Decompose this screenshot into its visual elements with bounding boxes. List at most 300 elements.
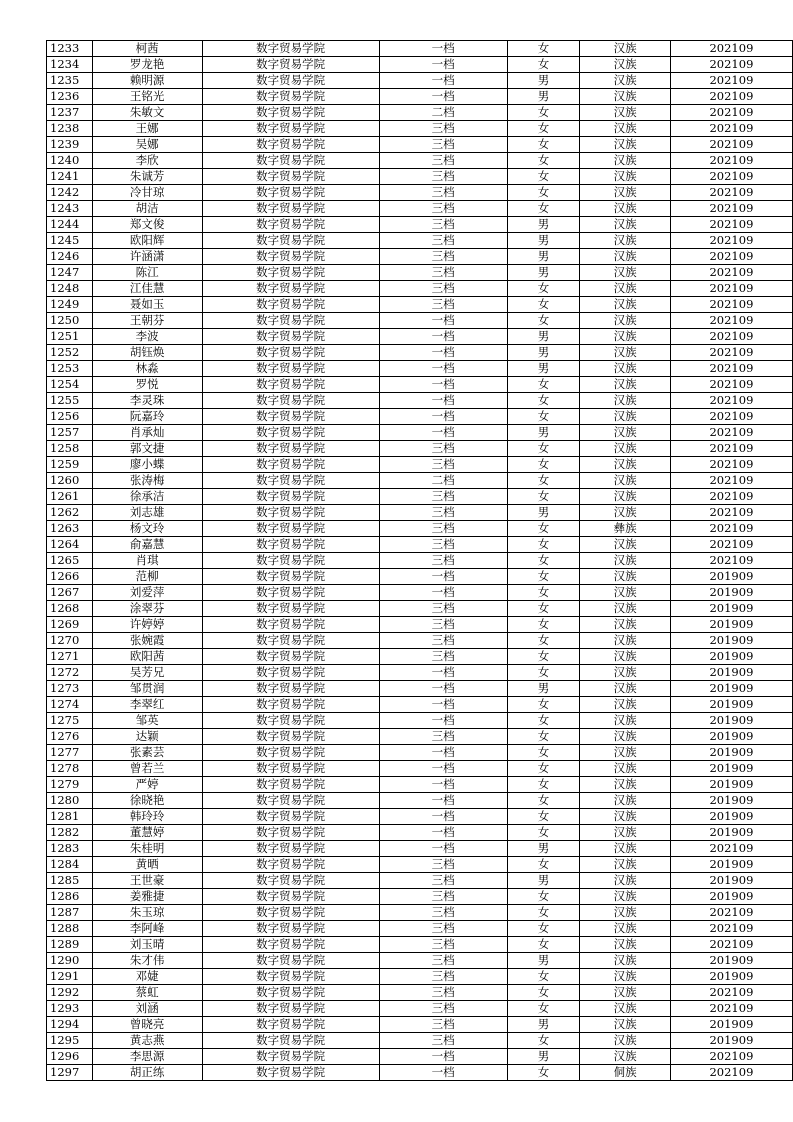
enrollment-cell: 201909 [670,889,792,905]
gender-cell: 女 [507,745,580,761]
ethnicity-cell: 汉族 [580,921,670,937]
ethnicity-cell: 彝族 [580,521,670,537]
college-cell: 数字贸易学院 [202,441,379,457]
enrollment-cell: 202109 [670,361,792,377]
college-cell: 数字贸易学院 [202,1049,379,1065]
ethnicity-cell: 汉族 [580,217,670,233]
college-cell: 数字贸易学院 [202,249,379,265]
aid-tier-cell: 三档 [379,921,507,937]
ethnicity-cell: 汉族 [580,425,670,441]
enrollment-cell: 202109 [670,1049,792,1065]
enrollment-cell: 201909 [670,857,792,873]
row-number-cell: 1273 [47,681,93,697]
table-row [47,713,793,729]
gender-cell: 女 [507,553,580,569]
enrollment-cell: 202109 [670,409,792,425]
ethnicity-cell: 汉族 [580,249,670,265]
student-name-cell: 范柳 [92,569,202,585]
gender-cell: 男 [507,249,580,265]
student-name-cell: 曾若兰 [92,761,202,777]
row-number-cell: 1241 [47,169,93,185]
table-row [47,889,793,905]
aid-tier-cell: 三档 [379,1017,507,1033]
college-cell: 数字贸易学院 [202,137,379,153]
aid-tier-cell: 一档 [379,409,507,425]
student-name-cell: 许涵潇 [92,249,202,265]
aid-tier-cell: 一档 [379,361,507,377]
row-number-cell: 1267 [47,585,93,601]
enrollment-cell: 202109 [670,921,792,937]
table-row [47,761,793,777]
enrollment-cell: 201909 [670,585,792,601]
college-cell: 数字贸易学院 [202,41,379,57]
ethnicity-cell: 汉族 [580,905,670,921]
table-row [47,249,793,265]
enrollment-cell: 202109 [670,281,792,297]
table-row [47,921,793,937]
student-name-cell: 朱桂明 [92,841,202,857]
ethnicity-cell: 汉族 [580,393,670,409]
table-row [47,745,793,761]
aid-tier-cell: 一档 [379,585,507,601]
aid-tier-cell: 一档 [379,665,507,681]
gender-cell: 男 [507,425,580,441]
student-name-cell: 江佳慧 [92,281,202,297]
college-cell: 数字贸易学院 [202,505,379,521]
college-cell: 数字贸易学院 [202,425,379,441]
gender-cell: 女 [507,809,580,825]
student-name-cell: 吴芳兄 [92,665,202,681]
student-name-cell: 胡洁 [92,201,202,217]
aid-tier-cell: 一档 [379,425,507,441]
table-row [47,169,793,185]
gender-cell: 男 [507,1049,580,1065]
aid-tier-cell: 三档 [379,969,507,985]
aid-tier-cell: 三档 [379,1001,507,1017]
table-row [47,201,793,217]
gender-cell: 女 [507,537,580,553]
row-number-cell: 1239 [47,137,93,153]
table-row [47,153,793,169]
enrollment-cell: 201909 [670,1017,792,1033]
student-name-cell: 吴娜 [92,137,202,153]
ethnicity-cell: 汉族 [580,409,670,425]
student-name-cell: 冷甘琼 [92,185,202,201]
enrollment-cell: 202109 [670,297,792,313]
row-number-cell: 1297 [47,1065,93,1081]
row-number-cell: 1287 [47,905,93,921]
gender-cell: 女 [507,729,580,745]
gender-cell: 男 [507,345,580,361]
table-row [47,1049,793,1065]
ethnicity-cell: 汉族 [580,857,670,873]
student-name-cell: 陈江 [92,265,202,281]
table-row [47,105,793,121]
gender-cell: 女 [507,169,580,185]
gender-cell: 女 [507,905,580,921]
college-cell: 数字贸易学院 [202,649,379,665]
student-name-cell: 欧阳辉 [92,233,202,249]
aid-tier-cell: 三档 [379,281,507,297]
table-row [47,137,793,153]
student-name-cell: 蔡虹 [92,985,202,1001]
row-number-cell: 1236 [47,89,93,105]
aid-tier-cell: 三档 [379,521,507,537]
student-name-cell: 李阿峰 [92,921,202,937]
table-row [47,729,793,745]
college-cell: 数字贸易学院 [202,969,379,985]
ethnicity-cell: 汉族 [580,457,670,473]
row-number-cell: 1242 [47,185,93,201]
gender-cell: 女 [507,937,580,953]
student-name-cell: 董慧婷 [92,825,202,841]
enrollment-cell: 201909 [670,681,792,697]
college-cell: 数字贸易学院 [202,905,379,921]
student-name-cell: 张素芸 [92,745,202,761]
row-number-cell: 1289 [47,937,93,953]
enrollment-cell: 202109 [670,73,792,89]
table-row [47,905,793,921]
row-number-cell: 1266 [47,569,93,585]
enrollment-cell: 202109 [670,329,792,345]
table-row [47,361,793,377]
ethnicity-cell: 汉族 [580,89,670,105]
aid-tier-cell: 三档 [379,617,507,633]
row-number-cell: 1275 [47,713,93,729]
gender-cell: 女 [507,665,580,681]
aid-tier-cell: 一档 [379,329,507,345]
college-cell: 数字贸易学院 [202,233,379,249]
row-number-cell: 1263 [47,521,93,537]
college-cell: 数字贸易学院 [202,665,379,681]
enrollment-cell: 202109 [670,1065,792,1081]
student-name-cell: 达颖 [92,729,202,745]
aid-tier-cell: 三档 [379,729,507,745]
table-row [47,521,793,537]
gender-cell: 女 [507,777,580,793]
enrollment-cell: 201909 [670,649,792,665]
student-name-cell: 朱玉琼 [92,905,202,921]
table-row [47,649,793,665]
college-cell: 数字贸易学院 [202,1065,379,1081]
ethnicity-cell: 汉族 [580,345,670,361]
ethnicity-cell: 汉族 [580,1033,670,1049]
aid-tier-cell: 三档 [379,457,507,473]
student-name-cell: 朱诚芳 [92,169,202,185]
college-cell: 数字贸易学院 [202,729,379,745]
student-name-cell: 聂如玉 [92,297,202,313]
student-name-cell: 朱敏文 [92,105,202,121]
row-number-cell: 1255 [47,393,93,409]
enrollment-cell: 202109 [670,377,792,393]
aid-tier-cell: 二档 [379,473,507,489]
gender-cell: 女 [507,713,580,729]
college-cell: 数字贸易学院 [202,809,379,825]
enrollment-cell: 202109 [670,121,792,137]
row-number-cell: 1283 [47,841,93,857]
row-number-cell: 1264 [47,537,93,553]
row-number-cell: 1284 [47,857,93,873]
ethnicity-cell: 汉族 [580,153,670,169]
row-number-cell: 1296 [47,1049,93,1065]
college-cell: 数字贸易学院 [202,105,379,121]
aid-tier-cell: 三档 [379,985,507,1001]
college-cell: 数字贸易学院 [202,601,379,617]
table-row [47,697,793,713]
college-cell: 数字贸易学院 [202,777,379,793]
student-name-cell: 刘玉晴 [92,937,202,953]
row-number-cell: 1281 [47,809,93,825]
college-cell: 数字贸易学院 [202,585,379,601]
student-name-cell: 涂翠芬 [92,601,202,617]
row-number-cell: 1271 [47,649,93,665]
ethnicity-cell: 汉族 [580,889,670,905]
ethnicity-cell: 汉族 [580,185,670,201]
student-name-cell: 张婉霞 [92,633,202,649]
college-cell: 数字贸易学院 [202,393,379,409]
gender-cell: 女 [507,489,580,505]
ethnicity-cell: 汉族 [580,697,670,713]
ethnicity-cell: 汉族 [580,569,670,585]
student-name-cell: 王世豪 [92,873,202,889]
row-number-cell: 1252 [47,345,93,361]
gender-cell: 女 [507,793,580,809]
ethnicity-cell: 汉族 [580,377,670,393]
enrollment-cell: 202109 [670,841,792,857]
table-row [47,329,793,345]
student-name-cell: 韩玲玲 [92,809,202,825]
ethnicity-cell: 汉族 [580,873,670,889]
row-number-cell: 1248 [47,281,93,297]
gender-cell: 女 [507,985,580,1001]
enrollment-cell: 202109 [670,1001,792,1017]
gender-cell: 女 [507,633,580,649]
ethnicity-cell: 汉族 [580,681,670,697]
row-number-cell: 1295 [47,1033,93,1049]
enrollment-cell: 202109 [670,505,792,521]
gender-cell: 男 [507,953,580,969]
row-number-cell: 1288 [47,921,93,937]
aid-tier-cell: 三档 [379,1033,507,1049]
enrollment-cell: 202109 [670,553,792,569]
gender-cell: 男 [507,73,580,89]
enrollment-cell: 201909 [670,825,792,841]
aid-tier-cell: 一档 [379,1065,507,1081]
college-cell: 数字贸易学院 [202,457,379,473]
aid-tier-cell: 二档 [379,105,507,121]
enrollment-cell: 202109 [670,313,792,329]
gender-cell: 女 [507,521,580,537]
row-number-cell: 1262 [47,505,93,521]
aid-tier-cell: 一档 [379,681,507,697]
ethnicity-cell: 汉族 [580,265,670,281]
row-number-cell: 1247 [47,265,93,281]
aid-tier-cell: 三档 [379,889,507,905]
table-row [47,233,793,249]
table-row [47,809,793,825]
student-name-cell: 姜雅捷 [92,889,202,905]
college-cell: 数字贸易学院 [202,361,379,377]
student-name-cell: 廖小蝶 [92,457,202,473]
table-row [47,665,793,681]
gender-cell: 女 [507,41,580,57]
college-cell: 数字贸易学院 [202,185,379,201]
table-row [47,505,793,521]
aid-tier-cell: 三档 [379,601,507,617]
aid-tier-cell: 一档 [379,57,507,73]
table-row [47,553,793,569]
student-name-cell: 李思源 [92,1049,202,1065]
college-cell: 数字贸易学院 [202,409,379,425]
ethnicity-cell: 汉族 [580,1049,670,1065]
college-cell: 数字贸易学院 [202,153,379,169]
aid-tier-cell: 一档 [379,393,507,409]
college-cell: 数字贸易学院 [202,345,379,361]
college-cell: 数字贸易学院 [202,633,379,649]
gender-cell: 女 [507,409,580,425]
student-name-cell: 许婷婷 [92,617,202,633]
enrollment-cell: 202109 [670,249,792,265]
student-name-cell: 李波 [92,329,202,345]
gender-cell: 女 [507,313,580,329]
college-cell: 数字贸易学院 [202,825,379,841]
row-number-cell: 1282 [47,825,93,841]
ethnicity-cell: 汉族 [580,665,670,681]
aid-tier-cell: 三档 [379,489,507,505]
ethnicity-cell: 汉族 [580,201,670,217]
gender-cell: 女 [507,857,580,873]
student-name-cell: 罗悦 [92,377,202,393]
gender-cell: 男 [507,233,580,249]
row-number-cell: 1274 [47,697,93,713]
ethnicity-cell: 汉族 [580,297,670,313]
row-number-cell: 1265 [47,553,93,569]
gender-cell: 女 [507,281,580,297]
table-row [47,937,793,953]
ethnicity-cell: 汉族 [580,777,670,793]
aid-tier-cell: 三档 [379,537,507,553]
aid-tier-cell: 一档 [379,89,507,105]
row-number-cell: 1250 [47,313,93,329]
aid-tier-cell: 三档 [379,217,507,233]
ethnicity-cell: 汉族 [580,233,670,249]
table-row [47,585,793,601]
student-name-cell: 徐晓艳 [92,793,202,809]
college-cell: 数字贸易学院 [202,169,379,185]
college-cell: 数字贸易学院 [202,313,379,329]
ethnicity-cell: 汉族 [580,137,670,153]
table-row [47,73,793,89]
enrollment-cell: 202109 [670,521,792,537]
student-name-cell: 邹英 [92,713,202,729]
row-number-cell: 1277 [47,745,93,761]
gender-cell: 女 [507,601,580,617]
college-cell: 数字贸易学院 [202,857,379,873]
table-row [47,57,793,73]
enrollment-cell: 202109 [670,217,792,233]
student-name-cell: 张涛梅 [92,473,202,489]
ethnicity-cell: 汉族 [580,105,670,121]
row-number-cell: 1233 [47,41,93,57]
ethnicity-cell: 汉族 [580,1001,670,1017]
enrollment-cell: 202109 [670,441,792,457]
table-row [47,777,793,793]
college-cell: 数字贸易学院 [202,841,379,857]
gender-cell: 女 [507,185,580,201]
gender-cell: 男 [507,361,580,377]
college-cell: 数字贸易学院 [202,57,379,73]
gender-cell: 女 [507,585,580,601]
student-name-cell: 邓婕 [92,969,202,985]
enrollment-cell: 202109 [670,265,792,281]
table-row [47,441,793,457]
enrollment-cell: 202109 [670,41,792,57]
aid-tier-cell: 一档 [379,313,507,329]
student-name-cell: 胡钰焕 [92,345,202,361]
table-row [47,1001,793,1017]
enrollment-cell: 202109 [670,153,792,169]
gender-cell: 女 [507,889,580,905]
table-row [47,793,793,809]
student-name-cell: 曾晓亮 [92,1017,202,1033]
row-number-cell: 1279 [47,777,93,793]
row-number-cell: 1257 [47,425,93,441]
ethnicity-cell: 汉族 [580,361,670,377]
student-name-cell: 黄晒 [92,857,202,873]
student-name-cell: 黄志燕 [92,1033,202,1049]
student-name-cell: 郑文俊 [92,217,202,233]
enrollment-cell: 201909 [670,1033,792,1049]
gender-cell: 女 [507,153,580,169]
table-row [47,969,793,985]
aid-tier-cell: 三档 [379,249,507,265]
ethnicity-cell: 汉族 [580,953,670,969]
student-name-cell: 郭文捷 [92,441,202,457]
enrollment-cell: 202109 [670,89,792,105]
row-number-cell: 1256 [47,409,93,425]
ethnicity-cell: 汉族 [580,585,670,601]
table-row [47,601,793,617]
aid-tier-cell: 三档 [379,441,507,457]
enrollment-cell: 201909 [670,713,792,729]
enrollment-cell: 202109 [670,185,792,201]
college-cell: 数字贸易学院 [202,1033,379,1049]
enrollment-cell: 201909 [670,569,792,585]
table-row [47,345,793,361]
enrollment-cell: 201909 [670,601,792,617]
aid-tier-cell: 一档 [379,73,507,89]
table-row [47,825,793,841]
ethnicity-cell: 汉族 [580,713,670,729]
student-name-cell: 林淼 [92,361,202,377]
enrollment-cell: 202109 [670,489,792,505]
ethnicity-cell: 汉族 [580,985,670,1001]
ethnicity-cell: 汉族 [580,489,670,505]
gender-cell: 男 [507,89,580,105]
enrollment-cell: 202109 [670,137,792,153]
gender-cell: 女 [507,393,580,409]
table-row [47,681,793,697]
ethnicity-cell: 汉族 [580,1017,670,1033]
college-cell: 数字贸易学院 [202,697,379,713]
ethnicity-cell: 汉族 [580,729,670,745]
table-row [47,489,793,505]
ethnicity-cell: 汉族 [580,633,670,649]
enrollment-cell: 201909 [670,729,792,745]
enrollment-cell: 202109 [670,537,792,553]
table-row [47,425,793,441]
table-row [47,121,793,137]
